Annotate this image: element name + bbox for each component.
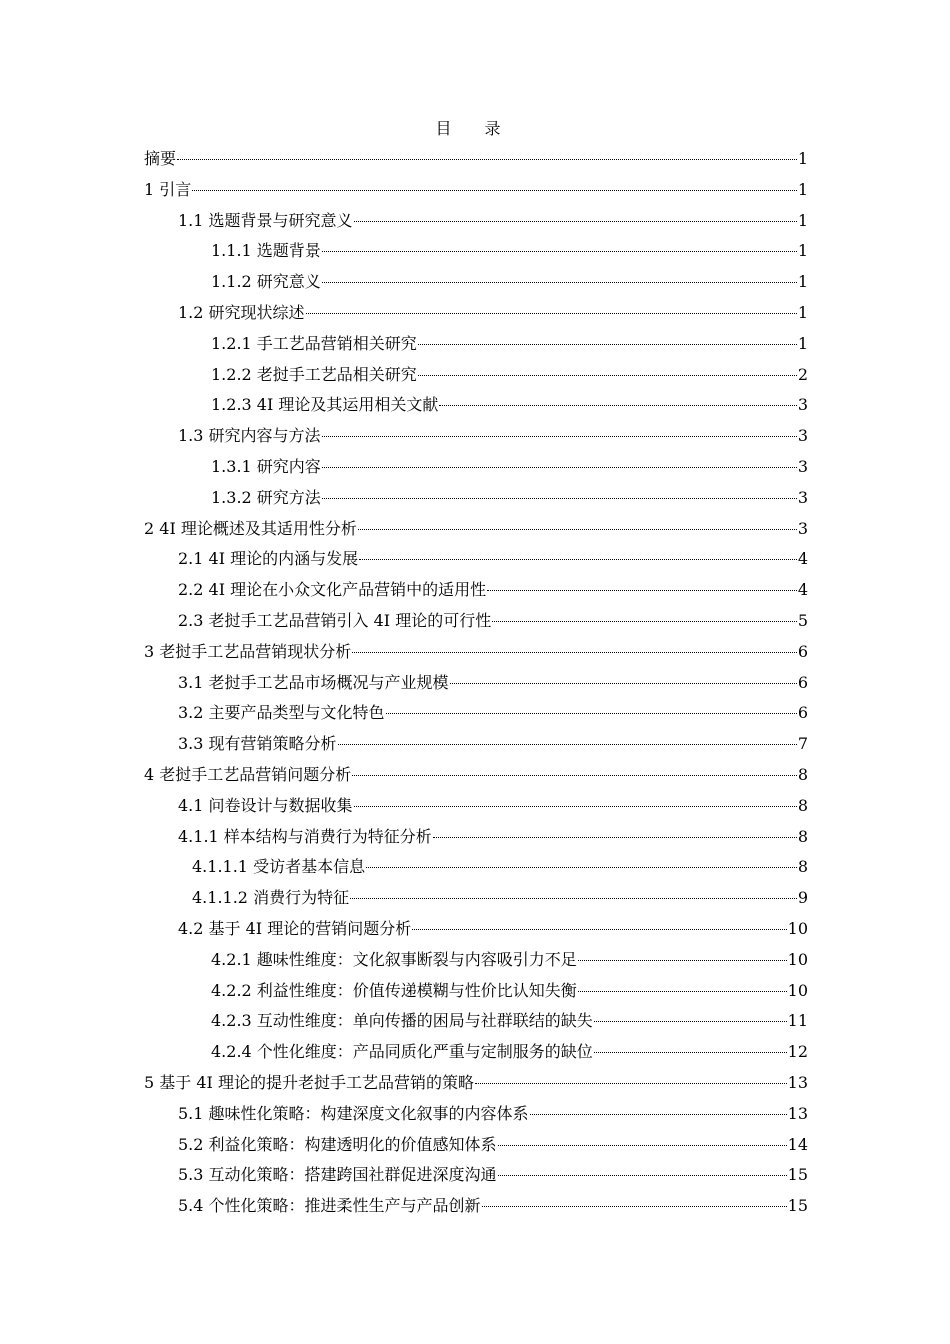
dot-leader <box>359 559 797 560</box>
toc-page-number: 8 <box>797 764 808 784</box>
toc-page-number: 10 <box>787 980 808 1000</box>
toc-entry-text: 5.1 趣味性化策略：构建深度文化叙事的内容体系 <box>178 1103 529 1123</box>
toc-page-number: 6 <box>797 672 808 692</box>
toc-entry[interactable] <box>144 1006 808 1037</box>
toc-page-number: 11 <box>787 1011 808 1031</box>
dot-leader <box>492 621 797 622</box>
toc-page-number: 3 <box>797 487 808 507</box>
toc-page-number: 1 <box>797 179 808 199</box>
toc-entry-text: 4.2.3 互动性维度：单向传播的困局与社群联结的缺失 <box>211 1011 593 1031</box>
dot-leader <box>530 1114 787 1115</box>
toc-page-number: 10 <box>787 949 808 969</box>
toc-entry[interactable] <box>144 760 808 791</box>
toc-entry-text: 2 4I 理论概述及其适用性分析 <box>144 518 357 538</box>
toc-entry-text: 2.2 4I 理论在小众文化产品营销中的适用性 <box>178 580 487 600</box>
toc-page-number: 4 <box>797 549 808 569</box>
dot-leader <box>594 1021 787 1022</box>
toc-page-number: 9 <box>797 888 808 908</box>
toc-page-number: 1 <box>797 210 808 230</box>
toc-entry[interactable] <box>144 144 808 175</box>
toc-entry[interactable] <box>144 883 808 914</box>
toc-page-number: 8 <box>797 826 808 846</box>
dot-leader <box>386 713 797 714</box>
toc-page-number: 3 <box>797 426 808 446</box>
toc-entry-text: 5.3 互动化策略：搭建跨国社群促进深度沟通 <box>178 1165 497 1185</box>
table-of-contents <box>144 144 808 1222</box>
toc-entry[interactable] <box>144 206 808 237</box>
toc-entry-text: 5 基于 4I 理论的提升老挝手工艺品营销的策略 <box>144 1072 474 1092</box>
toc-entry-text: 3.2 主要产品类型与文化特色 <box>178 703 385 723</box>
dot-leader <box>433 837 797 838</box>
dot-leader <box>322 436 797 437</box>
toc-entry[interactable] <box>144 544 808 575</box>
toc-entry-text: 5.4 个性化策略：推进柔性生产与产品创新 <box>178 1196 481 1216</box>
dot-leader <box>354 221 797 222</box>
toc-entry-text: 1.1.2 研究意义 <box>211 272 321 292</box>
toc-entry-text: 1.1 选题背景与研究意义 <box>178 210 353 230</box>
dot-leader <box>350 898 797 899</box>
dot-leader <box>322 467 797 468</box>
toc-page-number: 1 <box>797 149 808 168</box>
toc-entry-text: 3.1 老挝手工艺品市场概况与产业规模 <box>178 672 449 692</box>
dot-leader <box>322 282 797 283</box>
toc-entry[interactable] <box>144 390 808 421</box>
dot-leader <box>578 991 787 992</box>
toc-page-number: 1 <box>797 272 808 292</box>
toc-entry[interactable] <box>144 976 808 1007</box>
toc-page-number: 7 <box>797 734 808 754</box>
dot-leader <box>322 251 797 252</box>
toc-page-number: 5 <box>797 610 808 630</box>
toc-page-number: 10 <box>787 918 808 938</box>
toc-page-number: 15 <box>787 1196 808 1216</box>
toc-entry[interactable] <box>144 1037 808 1068</box>
dot-leader <box>192 190 797 191</box>
dot-leader <box>306 313 797 314</box>
toc-entry-text: 1.2.1 手工艺品营销相关研究 <box>211 333 417 353</box>
toc-entry-text: 摘要 <box>144 149 177 168</box>
toc-page-number: 14 <box>787 1134 808 1154</box>
dot-leader <box>338 744 797 745</box>
toc-entry-text: 4.2 基于 4I 理论的营销问题分析 <box>178 918 412 938</box>
toc-entry[interactable] <box>144 1068 808 1099</box>
dot-leader <box>352 652 797 653</box>
toc-entry[interactable] <box>144 575 808 606</box>
toc-entry[interactable] <box>144 329 808 360</box>
toc-page-number: 15 <box>787 1165 808 1185</box>
dot-leader <box>487 590 797 591</box>
dot-leader <box>482 1206 787 1207</box>
toc-page-number: 8 <box>797 795 808 815</box>
toc-entry-text: 4.1.1.2 消费行为特征 <box>192 888 350 908</box>
toc-entry-text: 1.3.1 研究内容 <box>211 456 321 476</box>
toc-entry[interactable] <box>144 1130 808 1161</box>
toc-entry[interactable] <box>144 637 808 668</box>
toc-entry[interactable] <box>144 914 808 945</box>
dot-leader <box>418 375 797 376</box>
toc-page-number: 13 <box>787 1103 808 1123</box>
toc-entry[interactable] <box>144 852 808 883</box>
toc-entry-text: 4.2.2 利益性维度：价值传递模糊与性价比认知失衡 <box>211 980 577 1000</box>
toc-entry-text: 4 老挝手工艺品营销问题分析 <box>144 764 352 784</box>
toc-entry-text: 1.1.1 选题背景 <box>211 241 321 261</box>
toc-entry-text: 4.2.1 趣味性维度：文化叙事断裂与内容吸引力不足 <box>211 949 577 969</box>
toc-entry-text: 1.2.3 4I 理论及其运用相关文献 <box>211 395 439 415</box>
toc-page-number: 2 <box>797 364 808 384</box>
toc-entry[interactable] <box>144 452 808 483</box>
toc-entry[interactable] <box>144 945 808 976</box>
toc-entry-text: 1.2 研究现状综述 <box>178 302 305 322</box>
dot-leader <box>352 775 797 776</box>
dot-leader <box>412 929 786 930</box>
toc-entry-text: 4.1.1.1 受访者基本信息 <box>192 857 366 877</box>
toc-entry-text: 4.1 问卷设计与数据收集 <box>178 795 353 815</box>
toc-page-number: 1 <box>797 302 808 322</box>
toc-page-number: 3 <box>797 395 808 415</box>
toc-entry-text: 1.3.2 研究方法 <box>211 487 321 507</box>
toc-entry-text: 1.3 研究内容与方法 <box>178 426 321 446</box>
dot-leader <box>578 960 787 961</box>
toc-entry[interactable] <box>144 822 808 853</box>
dot-leader <box>498 1145 787 1146</box>
toc-page-number: 3 <box>797 518 808 538</box>
toc-entry[interactable] <box>144 298 808 329</box>
toc-entry[interactable] <box>144 360 808 391</box>
toc-page-number: 6 <box>797 641 808 661</box>
toc-entry[interactable] <box>144 236 808 267</box>
toc-entry-text: 1 引言 <box>144 179 192 199</box>
toc-entry-text: 4.1.1 样本结构与消费行为特征分析 <box>178 826 432 846</box>
toc-entry-text: 3.3 现有营销策略分析 <box>178 734 337 754</box>
toc-page-number: 12 <box>787 1042 808 1062</box>
dot-leader <box>439 405 796 406</box>
dot-leader <box>366 867 797 868</box>
dot-leader <box>354 806 797 807</box>
toc-entry[interactable] <box>144 668 808 699</box>
dot-leader <box>177 159 797 160</box>
toc-page-number: 6 <box>797 703 808 723</box>
toc-entry-text: 1.2.2 老挝手工艺品相关研究 <box>211 364 417 384</box>
toc-entry[interactable] <box>144 1160 808 1191</box>
toc-entry-text: 5.2 利益化策略：构建透明化的价值感知体系 <box>178 1134 497 1154</box>
toc-entry[interactable] <box>144 514 808 545</box>
toc-entry-text: 2.1 4I 理论的内涵与发展 <box>178 549 359 569</box>
toc-entry[interactable] <box>144 698 808 729</box>
toc-page-number: 1 <box>797 241 808 261</box>
dot-leader <box>498 1175 787 1176</box>
toc-entry-text: 3 老挝手工艺品营销现状分析 <box>144 641 352 661</box>
toc-page-number: 1 <box>797 333 808 353</box>
toc-entry[interactable] <box>144 267 808 298</box>
toc-entry[interactable] <box>144 606 808 637</box>
toc-page-number: 13 <box>787 1072 808 1092</box>
toc-entry[interactable] <box>144 1191 808 1222</box>
toc-entry[interactable] <box>144 791 808 822</box>
toc-title: 目 录 <box>435 119 515 138</box>
dot-leader <box>322 498 797 499</box>
dot-leader <box>594 1052 787 1053</box>
dot-leader <box>418 344 797 345</box>
toc-entry-text: 4.2.4 个性化维度：产品同质化严重与定制服务的缺位 <box>211 1042 593 1062</box>
toc-page-number: 4 <box>797 580 808 600</box>
dot-leader <box>475 1083 787 1084</box>
toc-entry[interactable] <box>144 729 808 760</box>
toc-page-number: 3 <box>797 456 808 476</box>
dot-leader <box>450 683 797 684</box>
toc-page-number: 8 <box>797 857 808 877</box>
toc-entry[interactable] <box>144 175 808 206</box>
toc-entry-text: 2.3 老挝手工艺品营销引入 4I 理论的可行性 <box>178 610 492 630</box>
toc-entry[interactable] <box>144 1099 808 1130</box>
toc-entry[interactable] <box>144 421 808 452</box>
dot-leader <box>358 529 797 530</box>
toc-entry[interactable] <box>144 483 808 514</box>
